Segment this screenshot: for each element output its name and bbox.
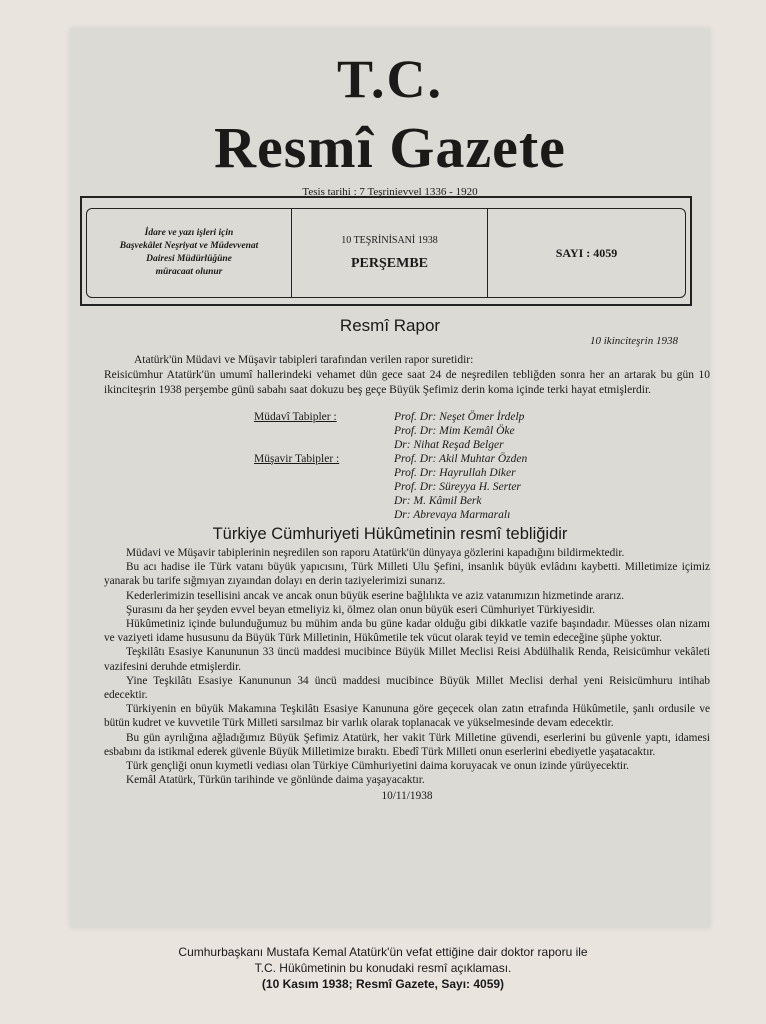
report-title: Resmî Rapor — [339, 316, 441, 335]
admin-line: müracaat olunur — [155, 267, 223, 277]
communique-date: 10/11/1938 — [381, 790, 433, 803]
masthead-title: Resmî Gazete — [214, 115, 566, 180]
issue-date-cell — [292, 209, 488, 297]
report-body: Reisicümhur Atatürk'ün umumî hallerindeki vehamet dün gece saat 24 de neşredilen tebliğden sonra her an artarak bu gün 10 ikinciteşrin 1938 perşembe günü sabahı saat dokuzu beş geçe Büyük Şefimiz derin koma içinde terki hayat etmişlerdir. — [104, 369, 710, 396]
communique-paragraph: Kemâl Atatürk, Türkün tarihinde ve gönlünde daima yaşayacaktır. — [126, 774, 425, 787]
caption-line: Cumhurbaşkanı Mustafa Kemal Atatürk'ün vefat ettiğine dair doktor raporu ile — [178, 945, 588, 959]
founding-date: Tesis tarihi : 7 Teşrinievvel 1336 - 1920 — [302, 186, 478, 198]
communique-title: Türkiye Cümhuriyeti Hükûmetinin resmî tebliğidir — [212, 525, 568, 543]
caption-line: T.C. Hükûmetinin bu konudaki resmî açıklaması. — [254, 961, 512, 975]
communique-paragraph: Türk gençliği onun kıymetli vediası olan Türkiye Cümhuriyetini daima koruyacak ve onun izinde yürüyecektir. — [126, 760, 630, 773]
communique-paragraph: Kederlerimizin tesellisini ancak ve ancak onun büyük eserine bağlılıkta ve aziz vatanımızın hizmetinde ararız. — [126, 589, 625, 602]
physician-role: Müşavir Tabipler : — [254, 453, 340, 465]
info-box — [80, 196, 692, 306]
photo-caption — [0, 944, 766, 992]
admin-line: Başvekâlet Neşriyat ve Müdevvenat — [119, 241, 259, 251]
gazette-page — [70, 28, 710, 928]
physician-names — [394, 452, 527, 522]
communique-paragraph: Müdavi ve Müşavir tabiplerinin neşredilen son raporu Atatürk'ün dünyaya gözlerini kapadığını bildirmektedir. — [126, 547, 625, 559]
issue-date: 10 TEŞRİNİSANİ 1938 — [341, 234, 438, 246]
physician-role: Müdavî Tabipler : — [254, 411, 337, 423]
physician-name: Prof. Dr: Hayrullah Diker — [394, 467, 516, 479]
physician-name: Dr: Abrevaya Marmaralı — [394, 509, 511, 521]
physician-name: Prof. Dr: Akil Muhtar Özden — [394, 453, 528, 465]
communique-paragraph: Bu acı hadise ile Türk vatanı büyük yapıcısını, Türk Milleti Ulu Şefini, insanlık büyük evlâdını kaybetti. Milletimize içimiz yanarak bu tarife sığmıyan zıyaından dolayı en derin taziyelerimizi sunarız. — [104, 561, 710, 588]
info-box-inner — [86, 208, 686, 298]
admin-notice — [87, 209, 292, 297]
issue-number: SAYI : 4059 — [555, 245, 618, 260]
physician-name: Prof. Dr: Süreyya H. Serter — [394, 481, 521, 493]
communique-paragraph: Türkiyenin en büyük Makamına Teşkilâtı Esasiye Kanununa göre geçecek olan zatın etrafında Hükûmetile, şanlı ordusile ve bütün kudret ve kuvvetile Türk Milleti sarsılmaz bir varlık olarak toplanacak ve yükselmesinde devam edecektir. — [104, 703, 710, 730]
communique-paragraph: Yine Teşkilâtı Esasiye Kanununun 34 üncü maddesi mucibince Büyük Millet Meclisi derhal yeni Reisicümhuru intihab edecektir. — [104, 674, 710, 702]
admin-line: İdare ve yazı işleri için — [144, 228, 234, 238]
physician-name: Prof. Dr: Neşet Ömer İrdelp — [394, 411, 525, 423]
communique-paragraph: Teşkilâtı Esasiye Kanununun 33 üncü maddesi mucibince Büyük Millet Meclisi Reisi Abdülhalik Renda, Reisicümhur vekâleti vazifesini deruhde etmişlerdir. — [104, 646, 710, 673]
caption-citation: (10 Kasım 1938; Resmî Gazete, Sayı: 4059) — [261, 977, 505, 991]
physician-name: Dr: M. Kâmil Berk — [394, 495, 482, 507]
report-date: 10 ikinciteşrin 1938 — [590, 335, 678, 347]
report-text — [104, 353, 710, 398]
communique-body — [104, 546, 710, 804]
issue-weekday: PERŞEMBE — [350, 255, 428, 271]
masthead-tc: T.C. — [336, 49, 443, 109]
communique-paragraph: Hükûmetiniz içinde bulunduğumuz bu mühim anda bu güne kadar olduğu gibi dikkatle vazife başındadır. Müesses olan nizamı ve vaziyeti idame hususunu da Büyük Türk Milletinin, Hükûmetile tek vücut olarak teyid ve temin edeceğine şüphe yoktur. — [104, 618, 710, 645]
communique-paragraph: Bu gün ayrılığına ağladığımız Büyük Şefimiz Atatürk, her vakit Türk Milletine güvendi, eserlerini bu güvenle yaptı, idamesi esbabını da istikmal ederek güvenle Büyük Milletimize bıraktı. Ebedî Türk Milleti onun eserlerini ebediyetle yaşatacaktır. — [104, 731, 710, 758]
physician-name: Prof. Dr: Mim Kemâl Öke — [394, 425, 515, 437]
communique-paragraph: Şurasını da her şeyden evvel beyan etmeliyiz ki, ölmez olan onun büyük eseri Cümhuriyet Türkiyesidir. — [126, 603, 596, 616]
physician-names — [394, 410, 524, 452]
admin-line: Dairesi Müdürlüğüne — [146, 254, 232, 264]
report-intro: Atatürk'ün Müdavi ve Müşavir tabipleri tarafından verilen rapor suretidir: — [134, 354, 474, 366]
physician-name: Dr: Nihat Reşad Belger — [394, 439, 504, 451]
